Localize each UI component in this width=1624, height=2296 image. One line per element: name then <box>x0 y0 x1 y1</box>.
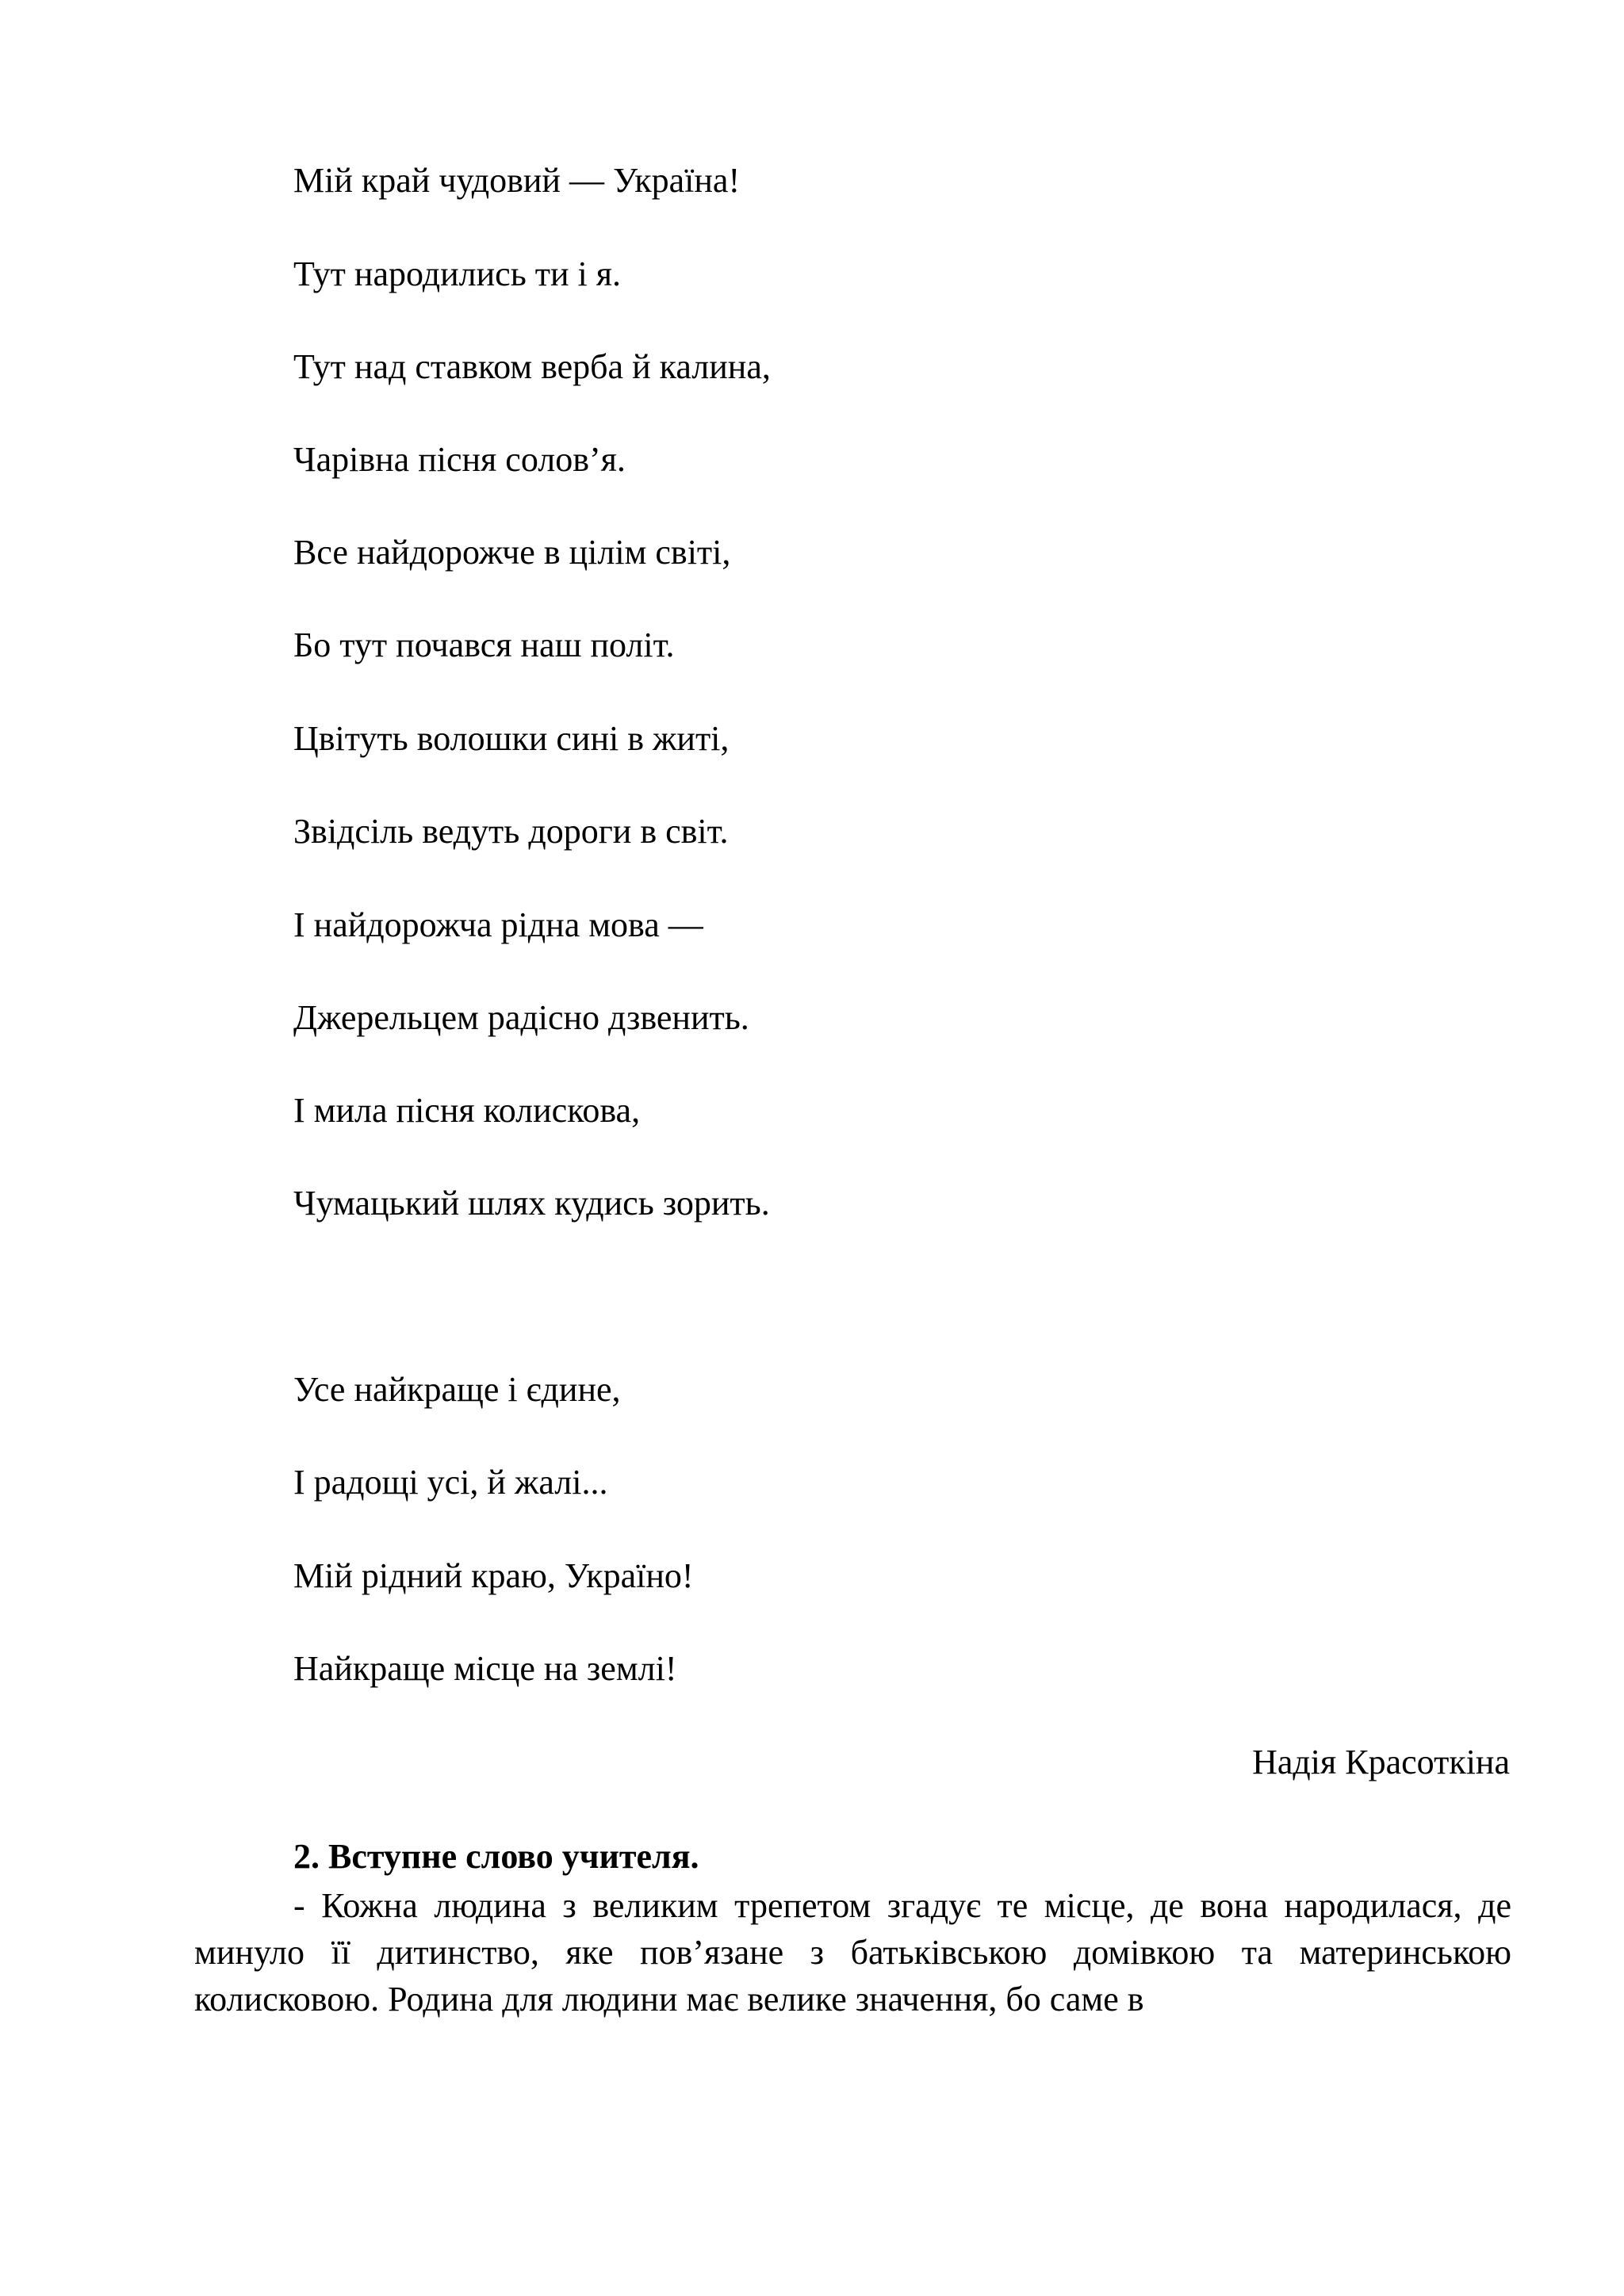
poem-line: І радощі усі, й жалі... <box>293 1463 608 1502</box>
poem-line: Усе найкраще і єдине, <box>293 1370 621 1409</box>
section-paragraph: - Кожна людина з великим трепетом згадує те місце, де вона народилася, де минуло її дитинство, яке пов’язане з батьківською домівкою та материнською колисковою. Родина для людини має велике значення, бо саме в <box>194 1886 1511 2019</box>
poem-line: Найкраще місце на землі! <box>293 1649 677 1688</box>
poem-line: Мій край чудовий — Україна! <box>293 161 741 200</box>
poem-line: Звідсіль ведуть дороги в світ. <box>293 812 729 851</box>
poem-line: Чумацький шлях кудись зорить. <box>293 1184 770 1223</box>
poem-line: Цвітуть волошки сині в житі, <box>293 719 730 758</box>
poem-line: І мила пісня колискова, <box>293 1091 641 1130</box>
poem-line: Джерельцем радісно дзвенить. <box>293 998 749 1037</box>
poem-line: Чарівна пісня солов’я. <box>293 440 626 479</box>
poem-line: І найдорожча рідна мова — <box>293 905 703 944</box>
poem-line: Мій рідний краю, Україно! <box>293 1556 694 1595</box>
poem-line: Тут народились ти і я. <box>293 254 621 293</box>
poem-line: Все найдорожче в цілім світі, <box>293 533 731 572</box>
poem-line: Бо тут почався наш політ. <box>293 626 675 664</box>
poem-line: Тут над ставком верба й калина, <box>293 347 771 386</box>
section-heading: 2. Вступне слово учителя. <box>293 1837 699 1876</box>
poem-author: Надія Красоткіна <box>1252 1743 1510 1781</box>
